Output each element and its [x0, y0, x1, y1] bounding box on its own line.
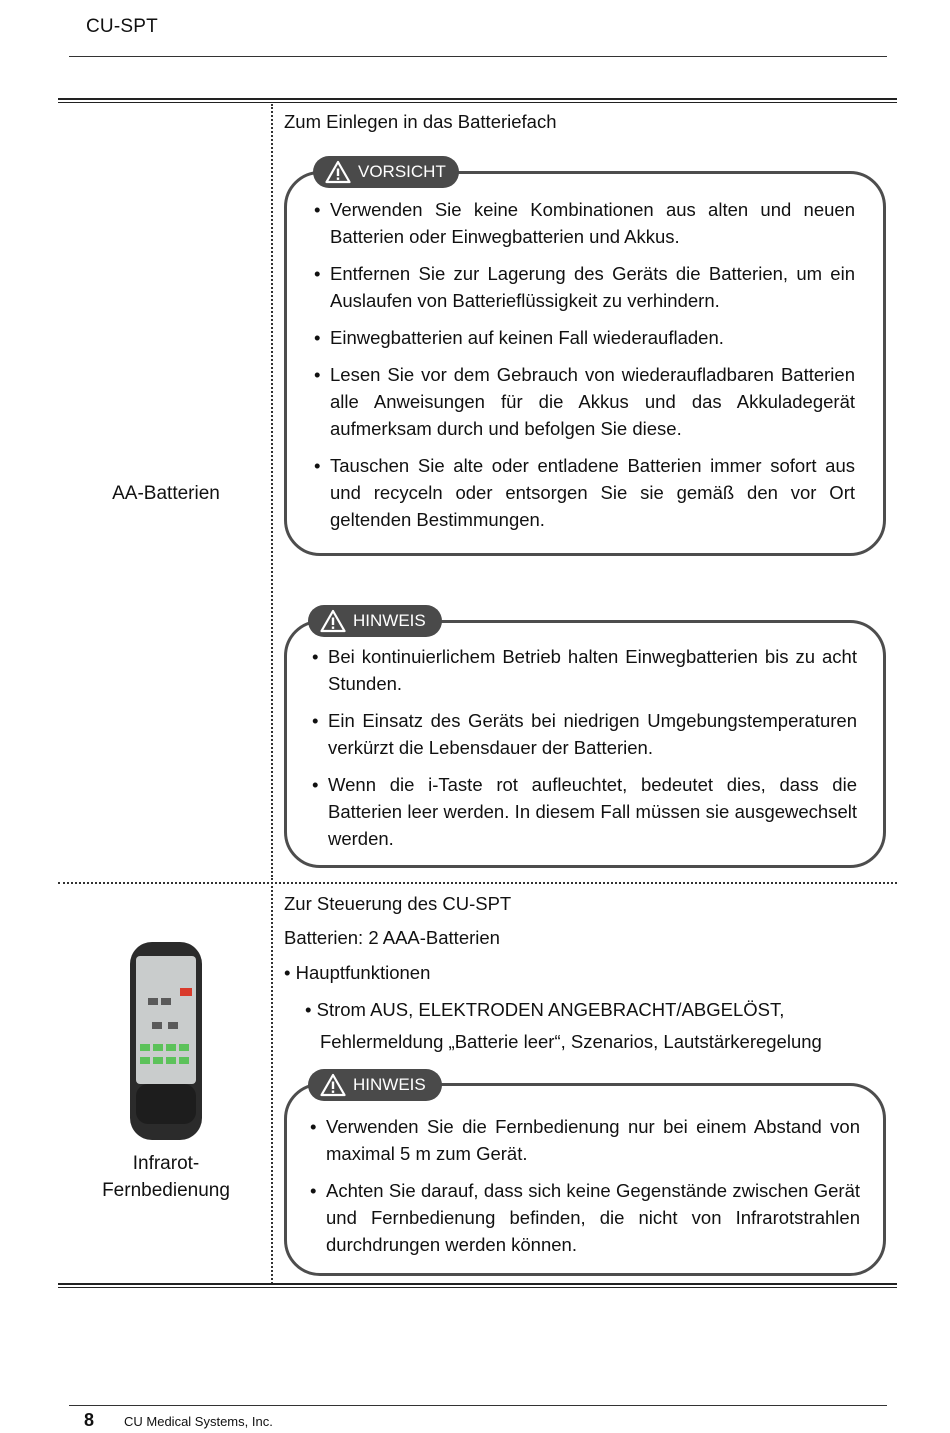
table-bottom-rule [58, 1283, 897, 1288]
page-number: 8 [84, 1410, 95, 1430]
remote-label-line2: Fernbedienung [102, 1180, 230, 1201]
remote-note-tag-label: HINWEIS [353, 1075, 426, 1094]
functions-line1: • Strom AUS, ELEKTRODEN ANGEBRACHT/ABGELÖST, [305, 999, 785, 1020]
page-header-title: CU-SPT [86, 16, 158, 37]
caution-tag-label: VORSICHT [358, 162, 446, 181]
caution-item: • Entfernen Sie zur Lagerung des Geräts die Batterien, um ein Auslaufen von Batterieflüssigkeit zu verhindern. [314, 260, 855, 314]
table-top-rule [58, 98, 897, 103]
caution-item: • Verwenden Sie keine Kombinationen aus alten und neuen Batterien oder Einwegbatterien und Akkus. [314, 196, 855, 250]
caution-item: • Lesen Sie vor dem Gebrauch von wiederaufladbaren Batterien alle Anweisungen für die Akkus und das Akkuladegerät aufmerksam durch und befolgen Sie diese. [314, 361, 855, 442]
caution-tag [313, 156, 459, 188]
functions-text: Strom AUS, ELEKTRODEN ANGEBRACHT/ABGELÖST, [316, 999, 785, 1020]
column-divider [271, 104, 273, 880]
column-divider [271, 886, 273, 1284]
note-list [312, 643, 857, 862]
warning-icon [320, 1073, 346, 1097]
remote-purpose: Zur Steuerung des CU-SPT [284, 893, 512, 914]
row-divider [58, 882, 897, 884]
note-tag-label: HINWEIS [353, 611, 426, 630]
remote-note-tag [308, 1069, 442, 1101]
note-tag [308, 605, 442, 637]
caution-item: • Einwegbatterien auf keinen Fall wiederaufladen. [314, 324, 855, 351]
remote-label-line1: Infrarot- [132, 1153, 200, 1174]
header-rule [69, 56, 887, 57]
remote-label [66, 1150, 266, 1204]
remote-note-item: • Achten Sie darauf, dass sich keine Gegenstände zwischen Gerät und Fernbedienung befinden, die nicht von Infrarotstrahlen durchdrungen werden können. [310, 1177, 860, 1258]
functions-line2: Fehlermeldung „Batterie leer“, Szenarios, Lautstärkeregelung [320, 1031, 822, 1052]
warning-icon [320, 609, 346, 633]
battery-intro: Zum Einlegen in das Batteriefach [284, 111, 557, 132]
note-item: • Wenn die i-Taste rot aufleuchtet, bedeutet dies, dass die Batterien leer werden. In diesem Fall müssen sie ausgewechselt werden. [312, 771, 857, 852]
remote-control-image [128, 940, 204, 1142]
main-functions-label: Hauptfunktionen [295, 962, 431, 983]
caution-list [314, 196, 855, 543]
footer-rule [69, 1405, 887, 1406]
caution-item: • Tauschen Sie alte oder entladene Batterien immer sofort aus und recyceln oder entsorgen Sie sie gemäß den vor Ort geltenden Bestimmungen. [314, 452, 855, 533]
remote-note-list [310, 1113, 860, 1268]
main-functions-heading: • Hauptfunktionen [284, 962, 431, 983]
remote-batteries: Batterien: 2 AAA-Batterien [284, 927, 500, 948]
note-item: • Ein Einsatz des Geräts bei niedrigen Umgebungstemperaturen verkürzt die Lebensdauer der Batterien. [312, 707, 857, 761]
aa-batteries-label: AA-Batterien [112, 483, 220, 504]
remote-note-item: • Verwenden Sie die Fernbedienung nur bei einem Abstand von maximal 5 m zum Gerät. [310, 1113, 860, 1167]
company-name: CU Medical Systems, Inc. [124, 1414, 273, 1429]
warning-icon [325, 160, 351, 184]
note-item: • Bei kontinuierlichem Betrieb halten Einwegbatterien bis zu acht Stunden. [312, 643, 857, 697]
